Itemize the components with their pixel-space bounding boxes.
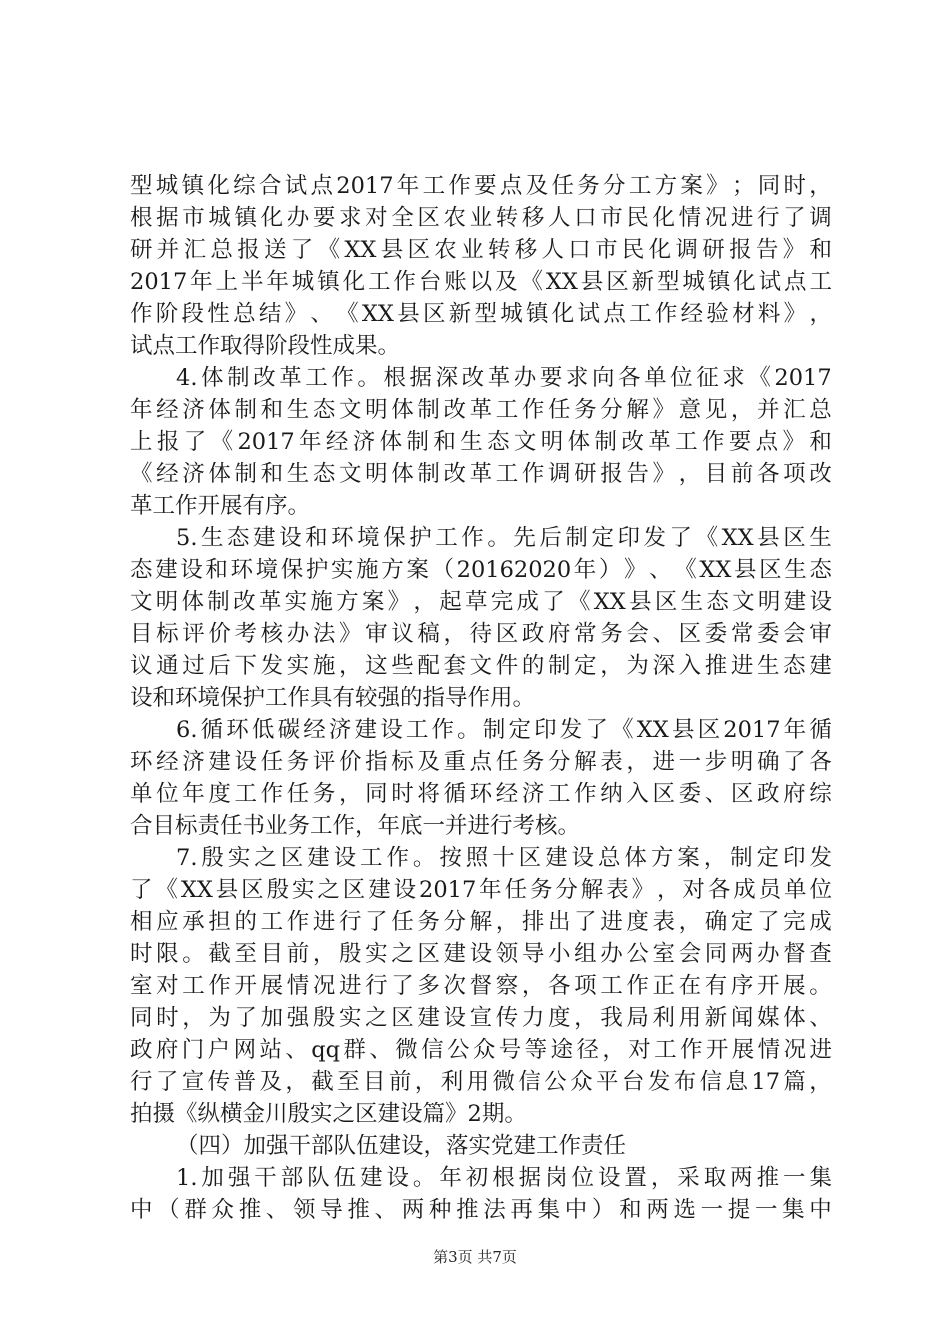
text-line: 态 建 设 和 环 境 保 护 实 施 方 案 （ 20162020 年 ） 》 、 《 XX 县 区 生 态: [130, 557, 832, 583]
document-body: [130, 170, 832, 1226]
text-line: 了 《 XX 县 区 殷 实 之 区 建 设 2017 年 任 务 分 解 表 》 ， 对 各 成 员 单 位: [130, 877, 832, 903]
text-line: 《 经 济 体 制 和 生 态 文 明 体 制 改 革 工 作 调 研 报 告 》 ， 目 前 各 项 改: [130, 461, 832, 487]
text-line: 单 位 年 度 工 作 任 务 ， 同 时 将 循 环 经 济 工 作 纳 入 区 委 、 区 政 府 综: [130, 781, 832, 807]
text-line: 设和环境保护工作具有较强的指导作用。: [130, 685, 536, 711]
text-line: 作 阶 段 性 总 结 》 、 《 XX 县 区 新 型 城 镇 化 试 点 工 作 经 验 材 料 》 ，: [130, 301, 832, 327]
text-line: 革工作开展有序。: [130, 493, 311, 519]
text-line: 政 府 门 户 网 站 、 qq 群 、 微 信 公 众 号 等 途 径 ， 对 工 作 开 展 情 况 进: [130, 1037, 832, 1063]
text-line: 5. 生 态 建 设 和 环 境 保 护 工 作 。 先 后 制 定 印 发 了 《 XX 县 区 生: [176, 525, 832, 551]
text-line: 相 应 承 担 的 工 作 进 行 了 任 务 分 解 ， 排 出 了 进 度 表 ， 确 定 了 完 成: [130, 909, 832, 935]
text-line: 合目标责任书业务工作，年底一并进行考核。: [130, 813, 581, 839]
text-line: 中 （ 群 众 推 、 领 导 推 、 两 种 推 法 再 集 中 ） 和 两 选 一 提 一 集 中: [130, 1197, 832, 1223]
text-line: 研 并 汇 总 报 送 了 《 XX 县 区 农 业 转 移 人 口 市 民 化 调 研 报 告 》 和: [130, 237, 832, 263]
text-line: 行 了 宣 传 普 及 ， 截 至 目 前 ， 利 用 微 信 公 众 平 台 发 布 信 息 17 篇 ，: [130, 1069, 832, 1095]
text-line: 年 经 济 体 制 和 生 态 文 明 体 制 改 革 工 作 任 务 分 解 》 意 见 ， 并 汇 总: [130, 397, 832, 423]
text-line: 1. 加 强 干 部 队 伍 建 设 。 年 初 根 据 岗 位 设 置 ， 采 取 两 推 一 集: [176, 1165, 832, 1191]
text-line: 根 据 市 城 镇 化 办 要 求 对 全 区 农 业 转 移 人 口 市 民 化 情 况 进 行 了 调: [130, 205, 832, 231]
text-line: 6. 循 环 低 碳 经 济 建 设 工 作 。 制 定 印 发 了 《 XX 县 区 2017 年 循: [176, 717, 832, 743]
text-line: 议 通 过 后 下 发 实 施 ， 这 些 配 套 文 件 的 制 定 ， 为 深 入 推 进 生 态 建: [130, 653, 832, 679]
text-line: 拍摄《纵横金川殷实之区建设篇》2期。: [130, 1101, 527, 1127]
text-line: 型 城 镇 化 综 合 试 点 2017 年 工 作 要 点 及 任 务 分 工 方 案 》 ； 同 时 ，: [130, 173, 832, 199]
text-line: 室 对 工 作 开 展 情 况 进 行 了 多 次 督 察 ， 各 项 工 作 正 在 有 序 开 展 。: [130, 973, 832, 999]
text-line: 2017 年 上 半 年 城 镇 化 工 作 台 账 以 及 《 XX 县 区 新 型 城 镇 化 试 点 工: [130, 269, 832, 295]
text-line: 同 时 ， 为 了 加 强 殷 实 之 区 建 设 宣 传 力 度 ， 我 局 利 用 新 闻 媒 体 、: [130, 1005, 832, 1031]
text-line: 目 标 评 价 考 核 办 法 》 审 议 稿 ， 待 区 政 府 常 务 会 、 区 委 常 委 会 审: [130, 621, 832, 647]
page-footer: 第3页 共7页: [433, 1248, 517, 1266]
text-line: 时 限 。 截 至 目 前 ， 殷 实 之 区 建 设 领 导 小 组 办 公 室 会 同 两 办 督 查: [130, 941, 832, 967]
text-line: 试点工作取得阶段性成果。: [130, 333, 401, 359]
text-line: 文 明 体 制 改 革 实 施 方 案 》 ， 起 草 完 成 了 《 XX 县 区 生 态 文 明 建 设: [130, 589, 832, 615]
section-heading: （四）加强干部队伍建设，落实党建工作责任: [176, 1133, 627, 1159]
text-line: 4. 体 制 改 革 工 作 。 根 据 深 改 革 办 要 求 向 各 单 位 征 求 《 2017: [176, 365, 832, 391]
text-line: 环 经 济 建 设 任 务 评 价 指 标 及 重 点 任 务 分 解 表 ， 进 一 步 明 确 了 各: [130, 749, 832, 775]
text-line: 7. 殷 实 之 区 建 设 工 作 。 按 照 十 区 建 设 总 体 方 案 ， 制 定 印 发: [176, 845, 832, 871]
text-line: 上 报 了 《 2017 年 经 济 体 制 和 生 态 文 明 体 制 改 革 工 作 要 点 》 和: [130, 429, 832, 455]
